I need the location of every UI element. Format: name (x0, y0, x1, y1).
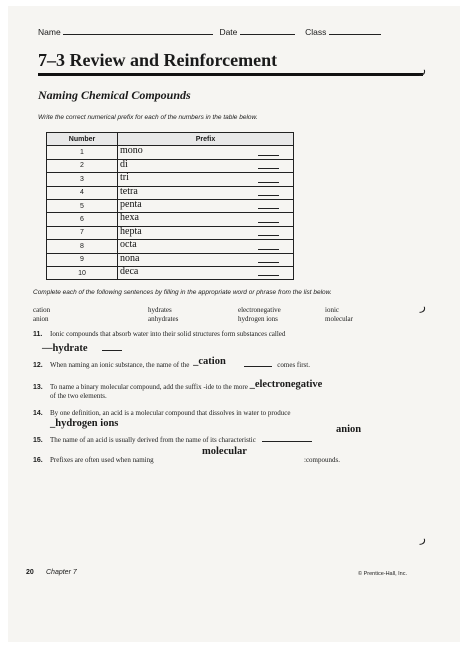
margin-pen-mark: ر (420, 299, 426, 313)
question-number: 13. (33, 384, 43, 391)
prefix-answer-cell (118, 159, 294, 172)
prefix-answer: deca (120, 265, 139, 277)
question-number: 14. (33, 410, 43, 417)
class-label: Class (305, 27, 327, 37)
answer-16: molecular (202, 446, 247, 457)
prefix-answer-cell (118, 226, 294, 239)
word-bank-item: hydrates (148, 306, 172, 314)
prefix-answer: penta (120, 198, 142, 210)
prefix-answer-cell (118, 253, 294, 266)
name-blank (63, 26, 213, 35)
answer-13: _electronegative (249, 379, 323, 390)
answer-11: —hydrate (42, 343, 122, 354)
answer-line (258, 235, 279, 236)
margin-pen-mark: ر (420, 531, 426, 545)
section-subtitle: Naming Chemical Compounds (38, 88, 191, 102)
answer-line (258, 249, 279, 250)
question-15 (33, 436, 312, 444)
question-11 (33, 330, 285, 338)
row-number: 8 (47, 240, 118, 253)
prefix-answer-cell (118, 146, 294, 159)
prefix-column-header: Prefix (118, 133, 294, 146)
question-16 (33, 456, 154, 464)
prefix-answer: mono (120, 145, 143, 157)
row-number: 1 (47, 146, 118, 159)
header-fields (38, 26, 381, 37)
question-13-line2: of the two elements. (50, 392, 107, 400)
margin-pen-mark: ر (420, 62, 426, 76)
date-blank (240, 26, 295, 35)
prefix-answer-cell (118, 199, 294, 212)
prefix-table (46, 132, 294, 280)
question-number: 11. (33, 331, 43, 338)
table-row (47, 159, 294, 172)
question-number: 15. (33, 437, 43, 444)
class-blank (329, 26, 381, 35)
row-number: 3 (47, 173, 118, 186)
question-12 (33, 356, 310, 370)
answer-text: hydrogen ions (55, 418, 119, 429)
word-bank-item: hydrogen ions (238, 315, 278, 323)
answer-12: _cation (193, 356, 226, 367)
table-row (47, 173, 294, 186)
row-number: 9 (47, 253, 118, 266)
table-row (47, 266, 294, 279)
answer-text: electronegative (254, 379, 323, 390)
prefix-answer-cell (118, 240, 294, 253)
question-text: The name of an acid is usually derived from the name of its characteristic (50, 436, 256, 444)
word-bank-item: anhydrates (148, 315, 179, 323)
prefix-answer: hexa (120, 212, 139, 224)
prefix-answer: octa (120, 239, 137, 251)
answer-text: hydrate (52, 343, 88, 354)
row-number: 10 (47, 266, 118, 279)
answer-line (258, 262, 279, 263)
question-text: Ionic compounds that absorb water into their solid structures form substances called (50, 330, 286, 338)
row-number: 6 (47, 213, 118, 226)
question-text: By one definition, an acid is a molecular compound that dissolves in water to produce (50, 409, 291, 417)
question-number: 16. (33, 457, 43, 464)
question-14 (33, 409, 290, 417)
question-text: comes first. (277, 361, 310, 369)
prefix-answer-cell (118, 213, 294, 226)
date-label: Date (219, 27, 238, 37)
row-number: 5 (47, 199, 118, 212)
question-number: 12. (33, 362, 43, 369)
prefix-answer: nona (120, 252, 140, 264)
table-row (47, 186, 294, 199)
page-number: 20 (26, 569, 34, 576)
answer-line (258, 275, 279, 276)
question-text: compounds. (305, 456, 340, 464)
answer-line (258, 222, 279, 223)
prefix-answer-cell (118, 173, 294, 186)
word-bank-item: cation (33, 306, 51, 314)
prefix-answer: hepta (120, 225, 142, 237)
answer-line (258, 155, 279, 156)
answer-line (258, 168, 279, 169)
question-text: To name a binary molecular compound, add the suffix -ide to the more (50, 383, 248, 391)
row-number: 2 (47, 159, 118, 172)
page-title: 7–3 Review and Reinforcement (38, 50, 423, 76)
prefix-answer: di (120, 158, 128, 170)
table-row (47, 146, 294, 159)
row-number: 4 (47, 186, 118, 199)
table-row (47, 199, 294, 212)
copyright: © Prentice-Hall, Inc. (358, 571, 407, 577)
row-number: 7 (47, 226, 118, 239)
prefix-answer: tetra (120, 185, 138, 197)
answer-text: cation (198, 356, 226, 367)
answer-15: anion (336, 424, 362, 435)
word-bank-item: electronegative (238, 306, 281, 314)
question-text: Prefixes are often used when naming (50, 456, 154, 464)
number-column-header: Number (47, 133, 118, 146)
table-row (47, 253, 294, 266)
question-text: When naming an ionic substance, the name of the (50, 361, 190, 369)
prefix-answer-cell (118, 266, 294, 279)
chapter-label: Chapter 7 (46, 569, 77, 576)
word-bank-item: ionic (325, 306, 339, 314)
sentences-instruction: Complete each of the following sentences by filling in the appropriate word or phrase from the list below. (33, 289, 332, 296)
word-bank-item: anion (33, 315, 49, 323)
prefix-answer-cell (118, 186, 294, 199)
table-row (47, 226, 294, 239)
answer-line (258, 208, 279, 209)
table-row (47, 213, 294, 226)
table-row (47, 240, 294, 253)
word-bank-item: molecular (325, 315, 353, 323)
answer-line (258, 195, 279, 196)
answer-line (258, 182, 279, 183)
question-13 (33, 381, 322, 392)
name-label: Name (38, 27, 61, 37)
question-16-ending: :compounds. (304, 456, 340, 464)
table-instruction: Write the correct numerical prefix for each of the numbers in the table below. (38, 114, 258, 121)
prefix-answer: tri (120, 172, 129, 184)
answer-14: _hydrogen ions (50, 418, 119, 429)
worksheet-page (8, 6, 460, 642)
